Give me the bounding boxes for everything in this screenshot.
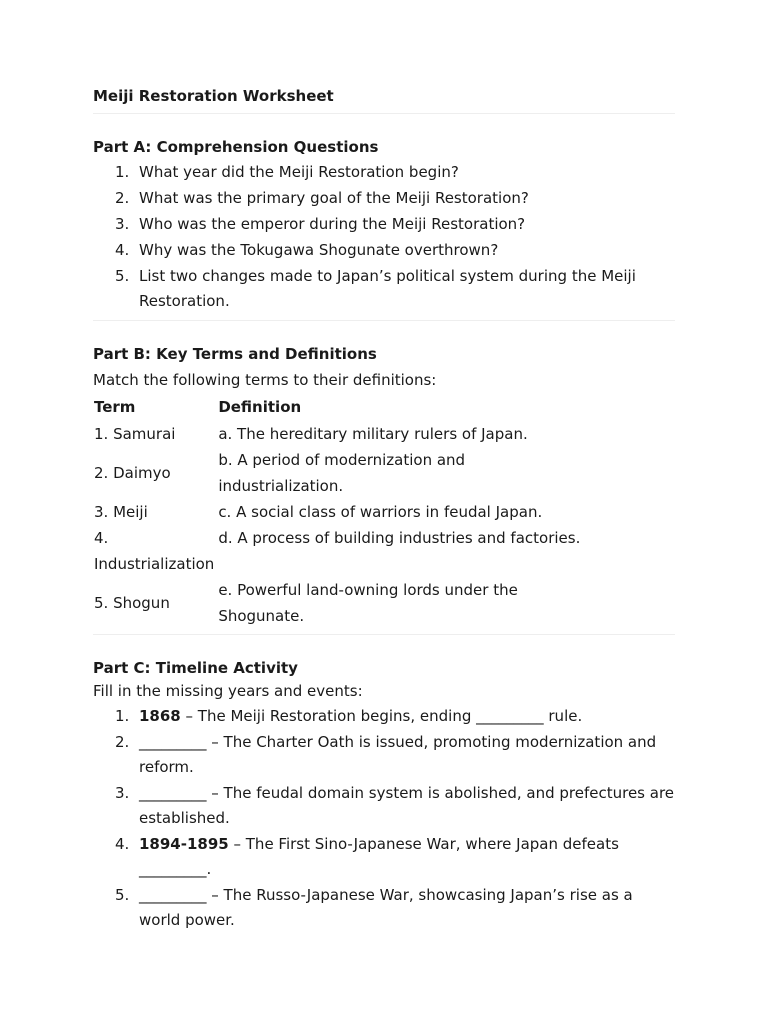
list-item — [93, 730, 675, 780]
term-cell: 4. Industrialization — [94, 529, 215, 573]
page-title: Meiji Restoration Worksheet — [93, 87, 334, 105]
definition-text: b. A period of modernization and industrialization. — [218, 451, 466, 495]
term-cell: 3. Meiji — [94, 503, 148, 521]
table-row — [94, 577, 675, 629]
year-blank: _________ — [139, 886, 207, 904]
timeline-list — [93, 704, 675, 933]
list-number: 5. — [115, 886, 130, 904]
list-item — [93, 704, 675, 729]
event-text: – The feudal domain system is abolished, and prefectures are established. — [139, 784, 675, 827]
column-header-definition: Definition — [218, 398, 302, 416]
list-item — [93, 264, 675, 314]
list-item — [93, 212, 675, 237]
event-text: – The First Sino-Japanese War, where Japan defeats _________. — [139, 835, 619, 878]
event-year: 1894-1895 — [139, 835, 229, 853]
section-divider — [93, 634, 675, 635]
list-number: 2. — [115, 733, 130, 751]
part-b-instructions: Match the following terms to their definitions: — [93, 371, 437, 389]
term-cell: 2. Daimyo — [94, 464, 171, 482]
list-item — [93, 832, 675, 882]
column-header-term: Term — [94, 398, 136, 416]
section-divider — [93, 320, 675, 321]
table-row — [94, 499, 675, 525]
question-text: Why was the Tokugawa Shogunate overthrown? — [139, 241, 499, 259]
list-number: 4. — [115, 241, 130, 259]
list-item — [93, 883, 675, 933]
list-number: 2. — [115, 189, 130, 207]
list-number: 3. — [115, 215, 130, 233]
definition-cell — [218, 447, 675, 499]
part-a-question-list — [93, 160, 675, 314]
table-header-row — [94, 393, 675, 421]
event-year: 1868 — [139, 707, 181, 725]
event-text: – The Charter Oath is issued, promoting modernization and reform. — [139, 733, 657, 776]
part-a-heading: Part A: Comprehension Questions — [93, 138, 379, 156]
table-row — [94, 525, 675, 577]
list-number: 1. — [115, 707, 130, 725]
worksheet-page — [93, 86, 675, 933]
definition-cell: c. A social class of warriors in feudal Japan. — [218, 503, 543, 521]
list-number: 5. — [115, 267, 130, 285]
definition-text: e. Powerful land-owning lords under the Shogunate. — [218, 581, 518, 625]
event-text: – The Russo-Japanese War, showcasing Japan’s rise as a world power. — [139, 886, 633, 929]
list-item — [93, 238, 675, 263]
part-c-instructions: Fill in the missing years and events: — [93, 682, 363, 700]
part-b-heading: Part B: Key Terms and Definitions — [93, 345, 377, 363]
term-cell: 1. Samurai — [94, 425, 176, 443]
list-number: 4. — [115, 835, 130, 853]
part-c-heading: Part C: Timeline Activity — [93, 659, 298, 677]
term-cell: 5. Shogun — [94, 594, 170, 612]
list-item — [93, 186, 675, 211]
year-blank: _________ — [139, 784, 207, 802]
list-item — [93, 160, 675, 185]
table-row — [94, 421, 675, 447]
question-text: What year did the Meiji Restoration begin? — [139, 163, 459, 181]
event-text: – The Meiji Restoration begins, ending _________ rule. — [180, 707, 583, 725]
question-text: List two changes made to Japan’s political system during the Meiji Restoration. — [139, 267, 636, 310]
question-text: Who was the emperor during the Meiji Restoration? — [139, 215, 526, 233]
year-blank: _________ — [139, 733, 207, 751]
list-item — [93, 781, 675, 831]
terms-table — [94, 393, 675, 629]
list-number: 1. — [115, 163, 130, 181]
definition-cell: d. A process of building industries and factories. — [218, 529, 581, 547]
table-row — [94, 447, 675, 499]
question-text: What was the primary goal of the Meiji Restoration? — [139, 189, 529, 207]
section-divider — [93, 113, 675, 114]
list-number: 3. — [115, 784, 130, 802]
definition-cell — [218, 577, 675, 629]
definition-cell: a. The hereditary military rulers of Japan. — [218, 425, 528, 443]
